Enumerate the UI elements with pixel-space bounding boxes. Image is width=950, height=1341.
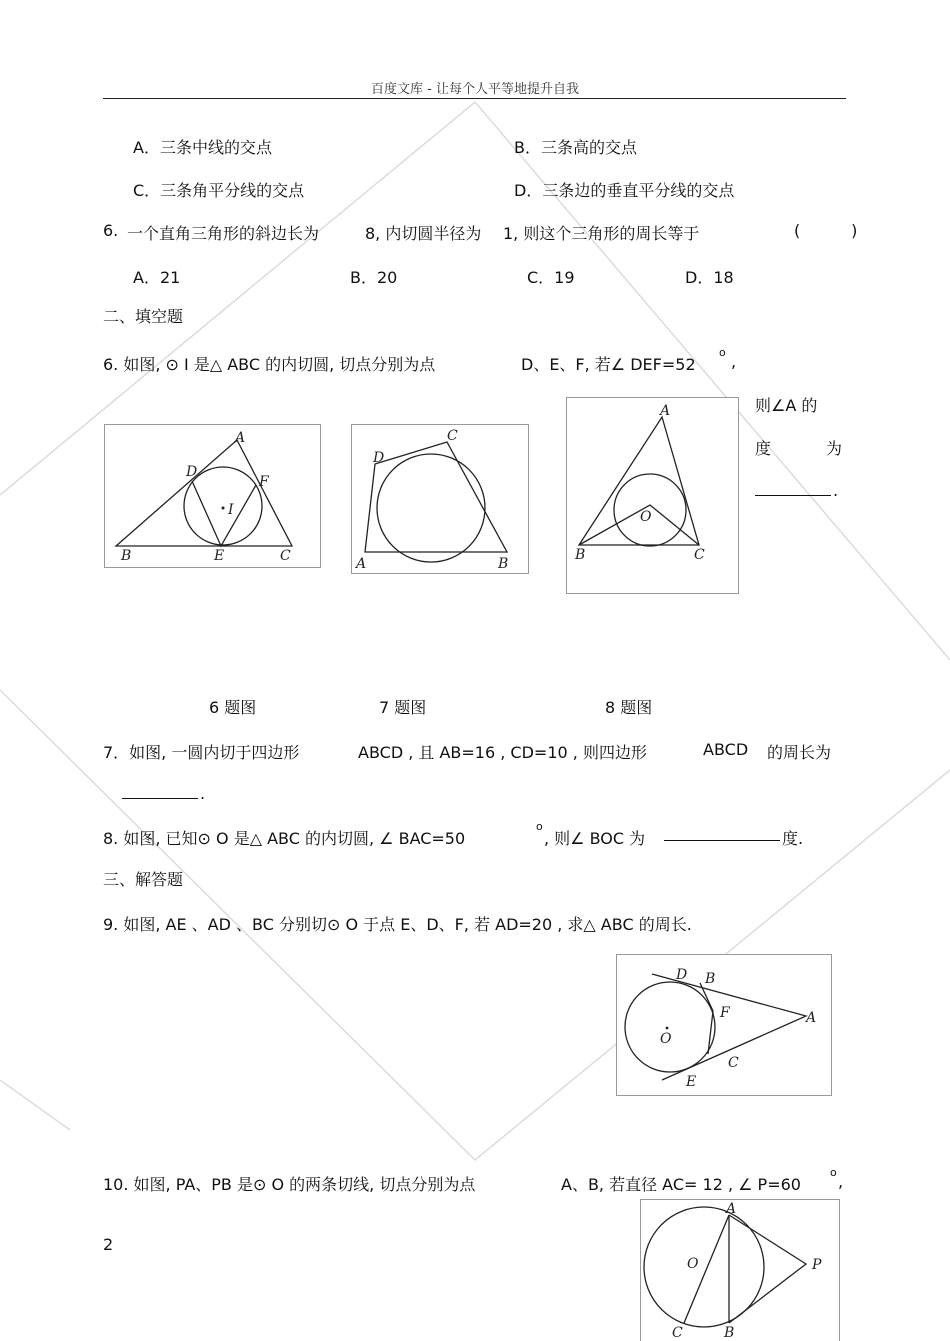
fill6-side-line2a: 度 (755, 439, 772, 458)
fill6-answer-blank (755, 481, 831, 500)
fig8-label-a: A (660, 403, 671, 419)
q6-option-b: B．20 (350, 268, 398, 287)
page-header: 百度文库 - 让每个人平等地提升自我 (371, 82, 579, 97)
q6-stem-c: 1, 则这个三角形的周长等于 (503, 224, 700, 243)
q10-text-b: A、B, 若直径 AC= 12 , ∠ P=60 (561, 1175, 801, 1194)
degree-mark: o (719, 346, 726, 359)
fig9-label-e: E (686, 1074, 697, 1090)
q6-answer-paren: ( ) (794, 221, 858, 240)
page-number: 2 (103, 1235, 114, 1254)
fig6-label-d: D (186, 464, 198, 480)
fig10-label-o: O (687, 1256, 699, 1272)
fill8-text-b: , 则∠ BOC 为 (544, 829, 646, 848)
degree-mark: o (536, 820, 543, 833)
fig6-label-b: B (121, 548, 132, 564)
figure-7 (351, 424, 529, 574)
fill6-side-line1: 则∠A 的 (755, 396, 818, 415)
fig8-label-c: C (694, 547, 705, 563)
fill6-comma: , (731, 352, 737, 371)
fig7-label-b: B (498, 556, 509, 572)
fig9-label-d: D (676, 967, 688, 983)
fill7-text-d: 的周长为 (767, 743, 832, 762)
fig10-label-a: A (726, 1201, 737, 1217)
fig9-label-b: B (705, 971, 716, 987)
fill7-text-c: ABCD (703, 740, 749, 759)
q6-option-c: C．19 (527, 268, 575, 287)
fig10-label-p: P (812, 1257, 822, 1273)
fig9-label-o: O (660, 1031, 672, 1047)
degree-mark: o (830, 1166, 837, 1179)
q9-text: 9. 如图, AE 、AD 、BC 分别切⊙ O 于点 E、D、F, 若 AD=20 , 求△ ABC 的周长. (103, 915, 692, 934)
q6-stem-b: 8, 内切圆半径为 (365, 224, 482, 243)
fig7-label-a: A (356, 556, 367, 572)
section-solve: 三、解答题 (103, 870, 184, 889)
fig9-label-a: A (806, 1010, 817, 1026)
q10-text-a: 10. 如图, PA、PB 是⊙ O 的两条切线, 切点分别为点 (103, 1175, 476, 1194)
fig6-label-c: C (280, 548, 291, 564)
fig6-label-e: E (214, 548, 225, 564)
q5-option-c: C．三条角平分线的交点 (133, 181, 305, 200)
fig9-label-c: C (728, 1055, 739, 1071)
fill7-text-b: ABCD , 且 AB=16 , CD=10 , 则四边形 (358, 743, 647, 762)
fill6-text-b: D、E、F, 若∠ DEF=52 (521, 355, 696, 374)
fig10-label-b: B (724, 1325, 735, 1341)
section-fill-in: 二、填空题 (103, 307, 184, 326)
caption-fig6: 6 题图 (209, 698, 257, 717)
fig8-label-b: B (575, 547, 586, 563)
header-rule (103, 98, 846, 99)
fill8-text-a: 8. 如图, 已知⊙ O 是△ ABC 的内切圆, ∠ BAC=50 (103, 829, 466, 848)
caption-fig8: 8 题图 (605, 698, 653, 717)
fill8-text-c: 度. (782, 829, 804, 848)
fig6-label-f: F (259, 474, 269, 490)
fill7-end: . (200, 784, 206, 803)
fill6-text-a: 6. 如图, ⊙ I 是△ ABC 的内切圆, 切点分别为点 (103, 355, 436, 374)
fig6-label-a: A (235, 430, 246, 446)
fill7-answer-blank (122, 784, 198, 803)
fig8-label-o: O (640, 509, 652, 525)
q5-option-b: B．三条高的交点 (514, 138, 637, 157)
fig7-label-d: D (373, 450, 385, 466)
figure-10 (640, 1199, 840, 1341)
fill6-side-line3: . (833, 481, 839, 500)
fig6-label-i: I (228, 502, 234, 518)
q6-number: 6. (103, 221, 119, 240)
figure-9 (616, 954, 832, 1096)
q6-option-d: D．18 (685, 268, 734, 287)
fill6-side-line2b: 为 (826, 439, 843, 458)
figure-8 (566, 397, 739, 594)
q6-option-a: A．21 (133, 268, 181, 287)
fig10-label-c: C (672, 1325, 683, 1341)
q10-comma: , (838, 1172, 844, 1191)
q5-option-d: D．三条边的垂直平分线的交点 (514, 181, 735, 200)
fig9-label-f: F (720, 1005, 730, 1021)
q6-stem-a: 一个直角三角形的斜边长为 (127, 224, 320, 243)
fill7-text-a: 7．如图, 一圆内切于四边形 (103, 743, 300, 762)
caption-fig7: 7 题图 (379, 698, 427, 717)
q5-option-a: A．三条中线的交点 (133, 138, 272, 157)
fig7-label-c: C (447, 428, 458, 444)
fill8-answer-blank (664, 826, 780, 845)
figure-6 (104, 424, 321, 568)
